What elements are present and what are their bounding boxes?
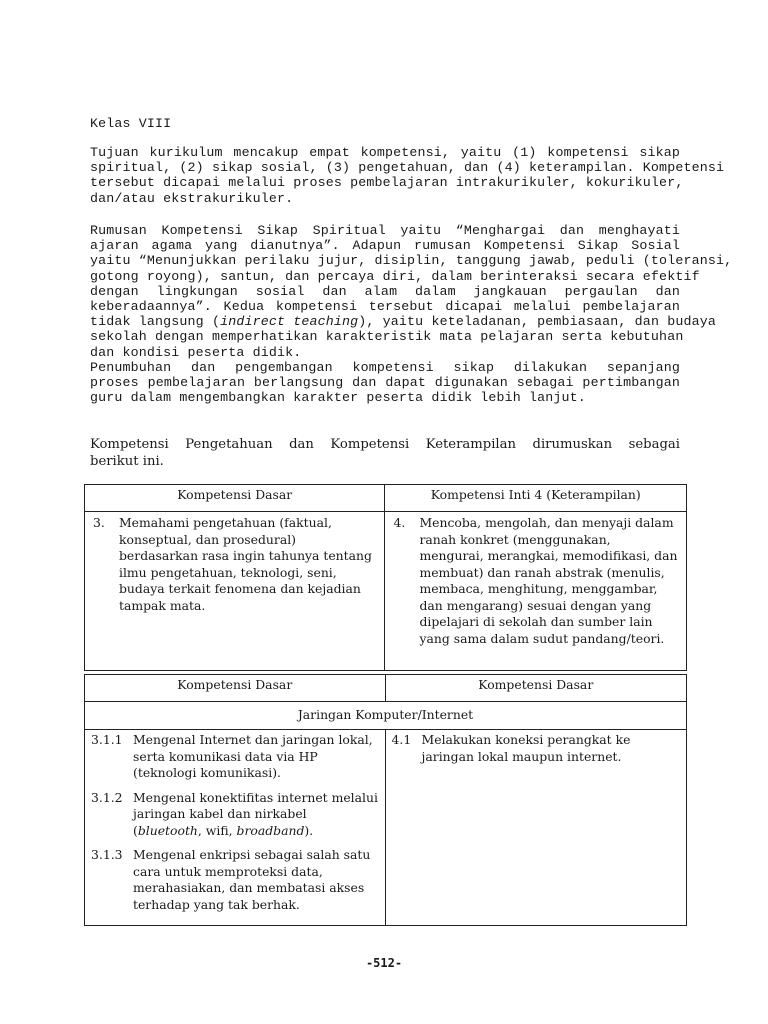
header-label: Kompetensi Dasar [478,677,594,692]
text-fragment: Mengenal konektifitas internet melalui jaringan kabel dan nirkabel ( [133,789,378,838]
item-number: 3.1.1 [91,732,123,747]
paragraph-line: yaitu “Menunjukkan perilaku jujur, disiplin, tanggung jawab, peduli (toleransi, [90,253,733,269]
item-number: 3.1.2 [91,789,123,805]
table-cell [385,730,686,926]
table-cell [385,512,687,671]
italic-term: indirect teaching [220,314,359,330]
paragraph-line: spiritual, (2) sikap sosial, (3) pengetahuan, dan (4) keterampilan. Kompetensi [90,160,725,176]
paragraph-line: guru dalam mengembangkan karakter peserta didik lebih lanjut. [90,390,586,406]
competency-item [93,515,376,614]
competency-item [91,732,379,782]
item-text: Mengenal Internet dan jaringan lokal, serta komunikasi data via HP (teknologi komunikasi). [133,732,373,780]
item-number: 3.1.3 [91,847,123,862]
page-number: -512- [365,956,403,970]
table-cell [85,730,386,926]
paragraph-line: Penumbuhan dan pengembangan kompetensi sikap dilakukan sepanjang [90,359,680,375]
paragraph-line: dan/atau ekstrakurikuler. [90,190,294,206]
paragraph-line: gotong royong), santun, dan percaya diri, dalam berinteraksi secara efektif [90,268,700,284]
item-number: 4. [393,515,406,530]
header-label: Kompetensi Inti 4 (Keterampilan) [430,487,641,502]
table-cell [85,512,385,671]
table-header-cell [385,485,687,512]
item-text: Mengenal enkripsi sebagai salah satu cara untuk memproteksi data, merahasiakan, dan membatasi akses terhadap yang tak berhak. [133,847,371,912]
paragraph-line: Kompetensi Pengetahuan dan Kompetensi Keterampilan dirumuskan sebagai [90,437,680,452]
paragraph-line: berikut ini. [90,453,164,469]
header-label: Kompetensi Dasar [177,677,293,692]
text-fragment: ). [304,822,314,838]
table-header-cell [85,675,386,702]
competency-table-core [84,484,687,671]
item-number: 3. [93,515,105,530]
competency-item [392,732,680,765]
competency-item [393,515,678,647]
item-number: 4.1 [391,732,412,747]
paragraph-intro-table [90,437,680,470]
paragraph-line: Rumusan Kompetensi Sikap Spiritual yaitu “Menghargai dan menghayati [90,223,680,238]
competency-table-network [84,674,687,926]
item-text [133,790,379,840]
class-heading [90,116,680,131]
paragraph-line: sekolah dengan memperhatikan karakteristik mata pelajaran serta kebutuhan [90,329,684,345]
table-header-cell [85,485,385,512]
item-text: Mencoba, mengolah, dan menyaji dalam ranah konkret (menggunakan, mengurai, merangkai, memodifikasi, dan membuat) dan ranah abstrak (menulis, membaca, menghitung, menggambar, dan mengarang) sesuai dengan yang dipelajari di sekolah dan sumber lain yang sama dalam sudut pandang/teori. [419,515,678,646]
paragraph-line: Tujuan kurikulum mencakup empat kompetensi, yaitu (1) kompetensi sikap [90,145,680,160]
paragraph-line [90,314,716,330]
class-heading-text: Kelas VIII [90,116,172,131]
item-text: Melakukan koneksi perangkat ke jaringan lokal maupun internet. [421,732,631,764]
paragraph-line: ajaran agama yang dianutnya”. Adapun rumusan Kompetensi Sikap Sosial [90,238,680,254]
paragraph-line: dan kondisi peserta didik. [90,344,302,360]
competency-item [91,847,379,913]
paragraph-objectives [90,145,725,206]
competency-item [91,790,379,840]
item-text: Memahami pengetahuan (faktual, konseptual, dan prosedural) berdasarkan rasa ingin tahunya tentang ilmu pengetahuan, teknologi, seni, budaya terkait fenomena dan kejadian tampak mata. [119,515,372,613]
table-header-cell [385,675,686,702]
text-fragment: , wifi, [197,822,237,838]
italic-term: bluetooth [137,822,198,838]
section-label: Jaringan Komputer/Internet [297,707,474,722]
paragraph-line: proses pembelajaran berlangsung dan dapat digunakan sebagai pertimbangan [90,375,680,391]
paragraph-line: keberadaannya”. Kedua kompetensi tersebut dicapai melalui pembelajaran [90,299,680,315]
paragraph-line: dengan lingkungan sosial dan alam dalam jangkauan pergaulan dan [90,283,680,299]
header-label: Kompetensi Dasar [177,487,293,502]
text-fragment: tidak langsung ( [90,314,221,330]
text-fragment: ), yaitu keteladanan, pembiasaan, dan budaya [358,314,716,330]
table-section-row [85,702,687,730]
italic-term: broadband [236,822,305,838]
paragraph-attitude [90,223,733,406]
paragraph-line: tersebut dicapai melalui proses pembelajaran intrakurikuler, kokurikuler, [90,175,684,191]
